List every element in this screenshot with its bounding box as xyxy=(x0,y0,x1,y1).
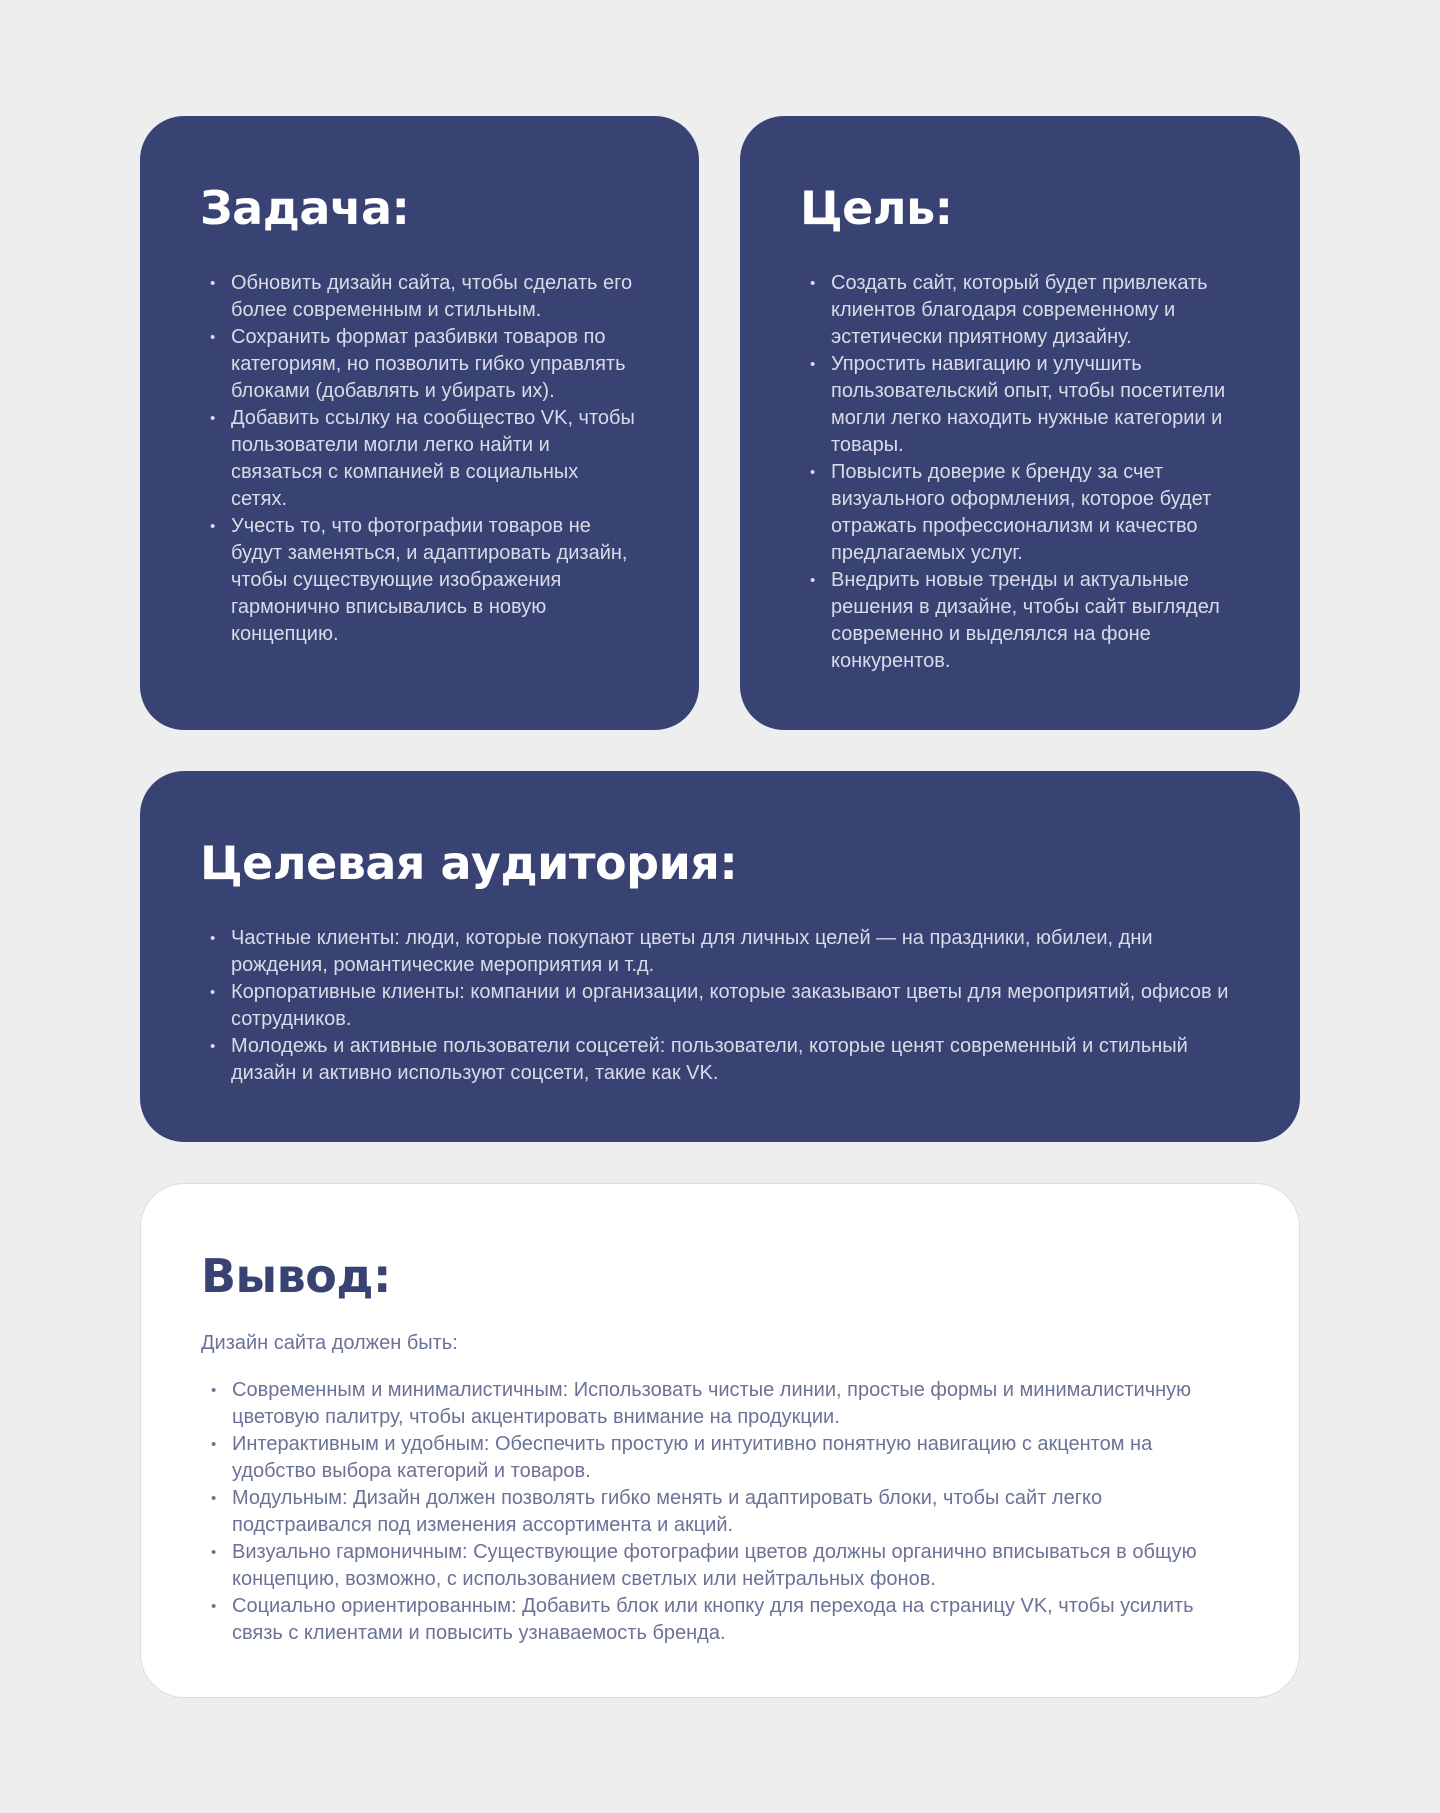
list-item: • Интерактивным и удобным: Обеспечить простую и интуитивно понятную навигацию с акцентом на удобство выбора категорий и товаров. xyxy=(201,1431,1239,1485)
list-item: • Визуально гармоничным: Существующие фотографии цветов должны органично вписываться в общую концепцию, возможно, с использованием светлых или нейтральных фонов. xyxy=(201,1539,1239,1593)
list-item: • Упростить навигацию и улучшить пользовательский опыт, чтобы посетители могли легко находить нужные категории и товары. xyxy=(800,351,1240,459)
goal-card xyxy=(740,116,1300,730)
list-item: • Повысить доверие к бренду за счет визуального оформления, которое будет отражать профессионализм и качество предлагаемых услуг. xyxy=(800,459,1240,567)
task-list xyxy=(200,270,639,648)
list-item: • Обновить дизайн сайта, чтобы сделать его более современным и стильным. xyxy=(200,270,639,324)
conclusion-title: Вывод: xyxy=(201,1249,391,1303)
list-item: • Сохранить формат разбивки товаров по категориям, но позволить гибко управлять блоками (добавлять и убирать их). xyxy=(200,324,639,405)
list-item: • Учесть то, что фотографии товаров не будут заменяться, и адаптировать дизайн, чтобы существующие изображения гармонично вписывались в новую концепцию. xyxy=(200,513,639,648)
list-item: • Внедрить новые тренды и актуальные решения в дизайне, чтобы сайт выглядел современно и выделялся на фоне конкурентов. xyxy=(800,567,1240,675)
goal-list xyxy=(800,270,1240,675)
list-item: • Корпоративные клиенты: компании и организации, которые заказывают цветы для мероприятий, офисов и сотрудников. xyxy=(200,979,1240,1033)
conclusion-intro: Дизайн сайта должен быть: xyxy=(201,1332,458,1354)
conclusion-list xyxy=(201,1377,1239,1647)
audience-list xyxy=(200,925,1240,1087)
list-item: • Социально ориентированным: Добавить блок или кнопку для перехода на страницу VK, чтобы усилить связь с клиентами и повысить узнаваемость бренда. xyxy=(201,1593,1239,1647)
list-item: • Частные клиенты: люди, которые покупают цветы для личных целей — на праздники, юбилеи, дни рождения, романтические мероприятия и т.д. xyxy=(200,925,1240,979)
conclusion-card xyxy=(140,1183,1300,1698)
goal-title: Цель: xyxy=(800,181,953,235)
list-item: • Современным и минималистичным: Использовать чистые линии, простые формы и минималистичную цветовую палитру, чтобы акцентировать внимание на продукции. xyxy=(201,1377,1239,1431)
list-item: • Создать сайт, который будет привлекать клиентов благодаря современному и эстетически приятному дизайну. xyxy=(800,270,1240,351)
task-title: Задача: xyxy=(200,181,410,235)
task-card xyxy=(140,116,699,730)
list-item: • Молодежь и активные пользователи соцсетей: пользователи, которые ценят современный и стильный дизайн и активно используют соцсети, такие как VK. xyxy=(200,1033,1240,1087)
list-item: • Модульным: Дизайн должен позволять гибко менять и адаптировать блоки, чтобы сайт легко подстраивался под изменения ассортимента и акций. xyxy=(201,1485,1239,1539)
list-item: • Добавить ссылку на сообщество VK, чтобы пользователи могли легко найти и связаться с компанией в социальных сетях. xyxy=(200,405,639,513)
audience-card xyxy=(140,771,1300,1142)
audience-title: Целевая аудитория: xyxy=(200,836,738,890)
